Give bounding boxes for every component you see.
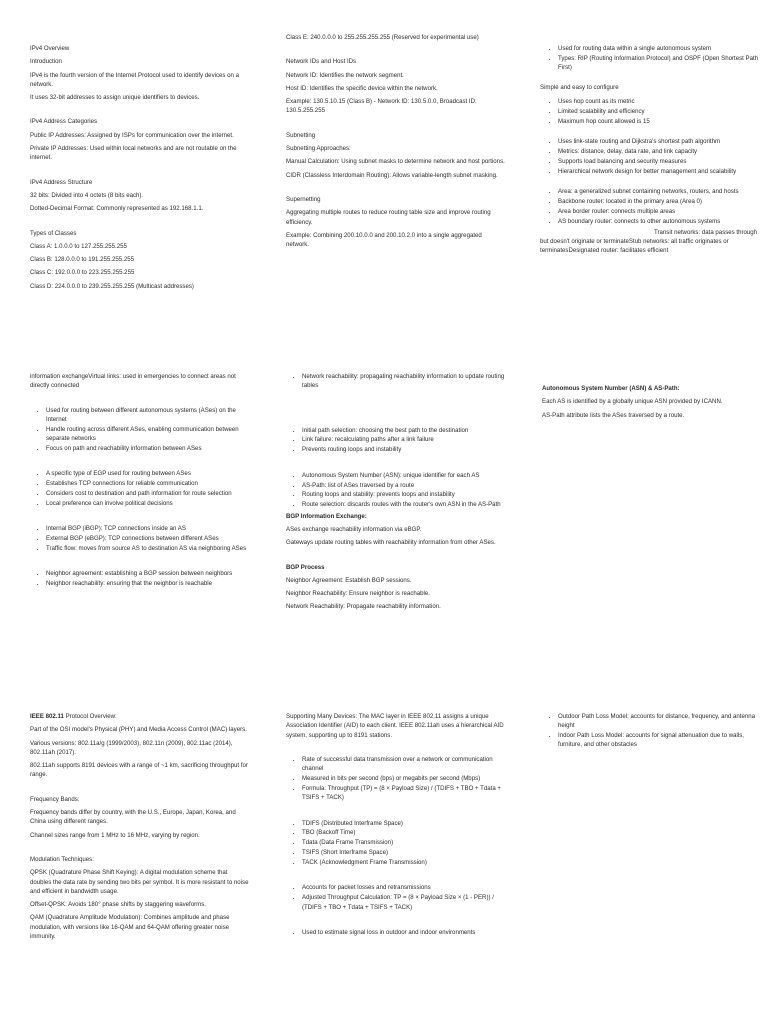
list-item: • TSIFS (Short Interframe Space): [302, 848, 506, 857]
heading-rest: Protocol Overview:: [63, 713, 117, 720]
paragraph: 32 bits: Divided into 4 octets (8 bits each).: [30, 191, 144, 199]
paragraph: Channel sizes range from 1 MHz to 16 MHz, varying by region.: [30, 831, 200, 839]
bullet-list: [30, 406, 250, 454]
paragraph: information exchangeVirtual links: used in emergencies to connect areas not directly connected: [30, 373, 236, 390]
heading: BGP Process: [286, 563, 325, 571]
list-item: • Link failure: recalculating paths after a link failure: [302, 435, 506, 444]
list-item: • Types: RIP (Routing Information Protocol) and OSPF (Open Shortest Path First): [558, 54, 762, 73]
paragraph: Class B: 128.0.0.0 to 191.255.255.255: [30, 256, 135, 264]
bullet-list: [286, 471, 506, 510]
list-item: • Formula: Throughput (TP) = (8 × Payload Size) / (TDIFS + TBO + Tdata + TSIFS + TACK): [302, 784, 506, 803]
list-item: • Used to estimate signal loss in outdoor and indoor environments: [302, 928, 506, 937]
list-item: • Local preference can involve political decisions: [46, 499, 250, 508]
list-item: • Outdoor Path Loss Model: accounts for distance, frequency, and antenna height: [558, 712, 762, 731]
list-item: • Establishes TCP connections for reliable communication: [46, 479, 250, 488]
heading: IPv4 Overview: [30, 45, 70, 52]
heading: Frequency Bands:: [30, 795, 80, 803]
heading: Autonomous System Number (ASN) & AS-Path:: [542, 385, 680, 392]
bullet-list: [542, 97, 762, 126]
ipv4-overview-section: [30, 44, 250, 295]
bullet-list: [286, 755, 506, 803]
heading: Modulation Techniques:: [30, 855, 94, 863]
paragraph: Part of the OSI model's Physical (PHY) and Media Access Control (MAC) layers.: [30, 726, 247, 734]
list-item: • Used for routing data within a single autonomous system: [558, 44, 762, 53]
list-item: • Routing loops and stability: prevents loops and instability: [302, 490, 506, 499]
paragraph: Various versions: 802.11a/g (1999/2003), 802.11n (2009), 802.11ac (2014), 802.11ah (2017).: [30, 739, 233, 756]
paragraph: Example: Combining 200.10.0.0 and 200.10.2.0 into a single aggregated network.: [286, 231, 482, 249]
bullet-list: [286, 372, 506, 391]
heading: IPv4 Address Structure: [30, 178, 93, 186]
heading: Network IDs and Host IDs: [286, 58, 357, 66]
bullet-list: [542, 137, 762, 176]
list-item: • TACK (Acknowledgment Frame Transmission): [302, 858, 506, 867]
heading: [30, 712, 250, 721]
list-item: • Area border router: connects multiple areas: [558, 207, 762, 216]
list-item: • Supports load balancing and security measures: [558, 157, 762, 166]
paragraph: Network Reachability: Propagate reachability information.: [286, 603, 441, 611]
heading: BGP Information Exchange:: [286, 512, 367, 520]
paragraph: Example: 130.5.10.15 (Class B) - Network ID: 130.5.0.0, Broadcast ID: 130.5.255.255: [286, 98, 477, 115]
list-item: • Autonomous System Number (ASN): unique identifier for each AS: [302, 471, 506, 480]
paragraph: Public IP Addresses: Assigned by ISPs for communication over the internet.: [30, 131, 234, 139]
list-item: • AS-Path: list of ASes traversed by a route: [302, 481, 506, 490]
paragraph: CIDR (Classless Interdomain Routing): Allows variable-length subnet masking.: [286, 171, 498, 179]
list-item: • Area: a generalized subnet containing networks, routers, and hosts: [558, 187, 762, 196]
list-item: • Focus on path and reachability information between ASes: [46, 444, 250, 453]
list-item: • AS boundary router: connects to other autonomous systems: [558, 217, 762, 226]
paragraph: Private IP Addresses: Used within local networks and are not routable on the internet.: [30, 145, 237, 162]
list-item: • A specific type of EGP used for routing between ASes: [46, 469, 250, 478]
paragraph: QPSK (Quadrature Phase Shift Keying): A digital modulation scheme that doubles the data rate by sending two bits per symbol. It is more resistant to noise and efficient in bandwidth usage.: [30, 869, 249, 895]
heading: IPv4 Address Categories: [30, 118, 98, 126]
list-item: • Used for routing between different autonomous systems (ASes) on the Internet: [46, 406, 250, 425]
path-loss-section: [542, 712, 762, 761]
paragraph: Aggregating multiple routes to reduce routing table size and improve routing efficiency.: [286, 209, 491, 226]
list-item: • Backbone router: located in the primary area (Area 0): [558, 197, 762, 206]
list-item: • Handle routing across different ASes, enabling communication between separate networks: [46, 425, 250, 444]
bullet-list: [286, 819, 506, 868]
list-item: • Hierarchical network design for better management and scalability: [558, 167, 762, 176]
network-ids-section: [286, 33, 506, 253]
paragraph: Class D: 224.0.0.0 to 239.255.255.255 (Multicast addresses): [30, 282, 194, 290]
bullet-list: [542, 44, 762, 72]
paragraph: Class A: 1.0.0.0 to 127.255.255.255: [30, 242, 127, 250]
bullet-list: [30, 569, 250, 588]
list-item: • External BGP (eBGP): TCP connections between different ASes: [46, 534, 250, 543]
heading: Supernetting: [286, 195, 321, 203]
bullet-list: [30, 469, 250, 508]
heading: Introduction: [30, 58, 62, 66]
heading: Subnetting: [286, 131, 316, 139]
list-item: • Tdata (Data Frame Transmission): [302, 838, 506, 847]
throughput-section: [286, 712, 506, 948]
bullet-list: [286, 426, 506, 455]
egp-bgp-section: [30, 372, 250, 600]
list-item: • Considers cost to destination and path information for route selection: [46, 489, 250, 498]
list-item: • Uses link-state routing and Dijkstra's shortest path algorithm: [558, 137, 762, 146]
paragraph: It uses 32-bit addresses to assign unique identifiers to devices.: [30, 94, 200, 102]
list-item: • TDIFS (Distributed Interframe Space): [302, 819, 506, 828]
list-item: • Route selection: discards routes with the router's own ASN in the AS-Path: [302, 500, 506, 509]
paragraph: QAM (Quadrature Amplitude Modulation): Combines amplitude and phase modulation, with versions like 16-QAM and 64-QAM offering greater noise immunity.: [30, 914, 230, 941]
paragraph: 802.11ah supports 8191 devices with a range of ~1 km, sacrificing throughput for range.: [30, 762, 248, 779]
list-item: • Accounts for packet losses and retransmissions: [302, 883, 506, 892]
paragraph: Neighbor Reachability: Ensure neighbor is reachable.: [286, 590, 430, 598]
list-item: • Rate of successful data transmission over a network or communication channel: [302, 755, 506, 774]
paragraph: IPv4 is the fourth version of the Internet Protocol used to identify devices on a network.: [30, 71, 239, 88]
paragraph: AS-Path attribute lists the ASes traversed by a route.: [542, 411, 685, 419]
paragraph: Class C: 192.0.0.0 to 223.255.255.255: [30, 269, 135, 277]
paragraph: Manual Calculation: Using subnet masks to determine network and host portions.: [286, 158, 505, 166]
paragraph: Offset-QPSK: Avoids 180° phase shifts by staggering waveforms.: [30, 901, 206, 909]
asn-section: [542, 384, 762, 424]
paragraph: Network ID: Identifies the network segment.: [286, 71, 404, 79]
list-item: • Network reachability: propagating reachability information to update routing tables: [302, 372, 506, 391]
bullet-list: [30, 524, 250, 553]
list-item: • Traffic flow: moves from source AS to destination AS via neighboring ASes: [46, 544, 250, 553]
paragraph: Class E: 240.0.0.0 to 255.255.255.255 (Reserved for experimental use): [286, 34, 479, 41]
paragraph: Neighbor Agreement: Establish BGP sessions.: [286, 576, 412, 584]
heading-bold: IEEE 802.11: [30, 713, 64, 720]
list-item: • Neighbor reachability: ensuring that the neighbor is reachable: [46, 579, 250, 588]
paragraph: Each AS is identified by a globally unique ASN provided by ICANN.: [542, 398, 723, 406]
paragraph: Subnetting Approaches:: [286, 145, 351, 153]
heading: Simple and easy to configure: [540, 84, 619, 92]
heading: Types of Classes: [30, 229, 77, 237]
list-item: • Initial path selection: choosing the best path to the destination: [302, 426, 506, 435]
paragraph: Transit networks: data passes through: [654, 228, 758, 236]
list-item: • Internal BGP (iBGP): TCP connections inside an AS: [46, 524, 250, 533]
paragraph: Frequency bands differ by country, with the U.S., Europe, Japan, Korea, and China using different ranges.: [30, 809, 236, 826]
ieee-80211-section: [30, 712, 250, 945]
list-item: • Indoor Path Loss Model: accounts for signal attenuation due to walls, furniture, and other obstacles: [558, 731, 762, 750]
list-item: • TBO (Backoff Time): [302, 828, 506, 837]
bullet-list: [542, 187, 762, 226]
list-item: • Limited scalability and efficiency: [558, 107, 762, 116]
paragraph: but doesn't originate or terminateStub networks: all traffic originates or terminatesDesignated router: facilitates efficient: [540, 238, 729, 255]
list-item: • Uses hop count as its metric: [558, 97, 762, 106]
paragraph: Gateways update routing tables with reachability information from other ASes.: [286, 539, 496, 547]
bullet-list: [286, 928, 506, 937]
paragraph: Dotted-Decimal Format: Commonly represented as 192.168.1.1.: [30, 205, 204, 213]
interior-routing-section: [542, 44, 762, 260]
bullet-list: [286, 883, 506, 911]
paragraph: ASes exchange reachability information via eBGP.: [286, 525, 422, 533]
bullet-list: [542, 712, 762, 750]
list-item: • Maximum hop count allowed is 15: [558, 117, 762, 126]
paragraph: Supporting Many Devices: The MAC layer in IEEE 802.11 assigns a unique Association Identifier (AID) to each client. IEEE 802.11ah uses a hierarchical AID system, supporting up to 8191 stations.: [286, 713, 504, 739]
bgp-process-section: [286, 372, 506, 616]
list-item: • Adjusted Throughput Calculation: TP = (8 × Payload Size × (1 - PER)) / (TDIFS + TBO + Tdata + TSIFS + TACK): [302, 893, 506, 912]
list-item: • Metrics: distance, delay, data rate, and link capacity: [558, 147, 762, 156]
list-item: • Measured in bits per second (bps) or megabits per second (Mbps): [302, 774, 506, 783]
list-item: • Neighbor agreement: establishing a BGP session between neighbors: [46, 569, 250, 578]
list-item: • Prevents routing loops and instability: [302, 445, 506, 454]
paragraph: Host ID: Identifies the specific device within the network.: [286, 84, 438, 92]
